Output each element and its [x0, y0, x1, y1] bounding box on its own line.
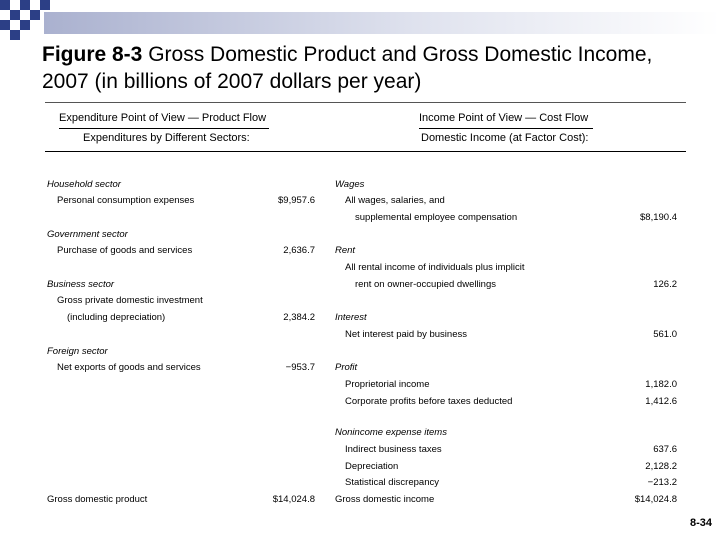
rent-label-cont: rent on owner-occupied dwellings	[355, 279, 496, 290]
profit-heading: Profit	[335, 362, 358, 373]
indirect-taxes-value: 637.6	[653, 444, 677, 455]
proprietorial-income-label: Proprietorial income	[345, 379, 430, 390]
gdi-total-label: Gross domestic income	[335, 494, 435, 505]
government-sector-heading: Government sector	[47, 229, 128, 240]
gdp-total-label: Gross domestic product	[47, 494, 148, 505]
gross-private-investment-label-cont: (including depreciation)	[67, 312, 166, 323]
decorative-title-bar	[44, 12, 720, 34]
rent-label: All rental income of individuals plus implicit	[345, 262, 525, 273]
right-header-title: Income Point of View — Cost Flow	[419, 112, 589, 124]
page-number: 8-34	[689, 517, 712, 529]
header-divider	[45, 151, 686, 152]
figure-label: Figure 8-3	[42, 43, 143, 66]
foreign-sector-heading: Foreign sector	[47, 346, 108, 357]
rent-value: 126.2	[653, 279, 677, 290]
rent-heading: Rent	[335, 245, 356, 256]
corporate-profits-value: 1,412.6	[645, 396, 677, 407]
interest-heading: Interest	[335, 312, 367, 323]
net-exports-value: −953.7	[285, 362, 315, 373]
net-exports-label: Net exports of goods and services	[57, 362, 201, 373]
net-interest-label: Net interest paid by business	[345, 329, 467, 340]
wages-value: $8,190.4	[640, 212, 677, 223]
gdp-total-value: $14,024.8	[272, 494, 315, 505]
left-header-subtitle: Expenditures by Different Sectors:	[83, 132, 250, 144]
gdi-total-value: $14,024.8	[634, 494, 677, 505]
right-header-rule	[419, 128, 593, 129]
right-header-subtitle: Domestic Income (at Factor Cost):	[421, 132, 589, 144]
indirect-taxes-label: Indirect business taxes	[345, 444, 442, 455]
statistical-discrepancy-value: −213.2	[647, 477, 677, 488]
gross-private-investment-value: 2,384.2	[283, 312, 315, 323]
net-interest-value: 561.0	[653, 329, 677, 340]
figure-caption: Gross Domestic Product and Gross Domestic Income, 2007 (in billions of 2007 dollars per year)	[42, 43, 653, 93]
statistical-discrepancy-label: Statistical discrepancy	[345, 477, 439, 488]
personal-consumption-value: $9,957.6	[278, 195, 315, 206]
business-sector-heading: Business sector	[47, 279, 115, 290]
slide-title	[42, 41, 702, 95]
personal-consumption-label: Personal consumption expenses	[57, 195, 195, 206]
wages-label-cont: supplemental employee compensation	[355, 212, 518, 223]
gdp-table	[45, 102, 686, 521]
corporate-profits-label: Corporate profits before taxes deducted	[345, 396, 513, 407]
wages-heading: Wages	[335, 179, 365, 190]
purchase-goods-value: 2,636.7	[283, 245, 315, 256]
wages-label: All wages, salaries, and	[345, 195, 445, 206]
left-header-rule	[59, 128, 269, 129]
gross-private-investment-label: Gross private domestic investment	[57, 295, 203, 306]
left-header-title: Expenditure Point of View — Product Flow	[59, 112, 267, 124]
household-sector-heading: Household sector	[47, 179, 121, 190]
proprietorial-income-value: 1,182.0	[645, 379, 677, 390]
depreciation-label: Depreciation	[345, 461, 399, 472]
nonincome-heading: Nonincome expense items	[335, 427, 447, 438]
depreciation-value: 2,128.2	[645, 461, 677, 472]
purchase-goods-label: Purchase of goods and services	[57, 245, 193, 256]
